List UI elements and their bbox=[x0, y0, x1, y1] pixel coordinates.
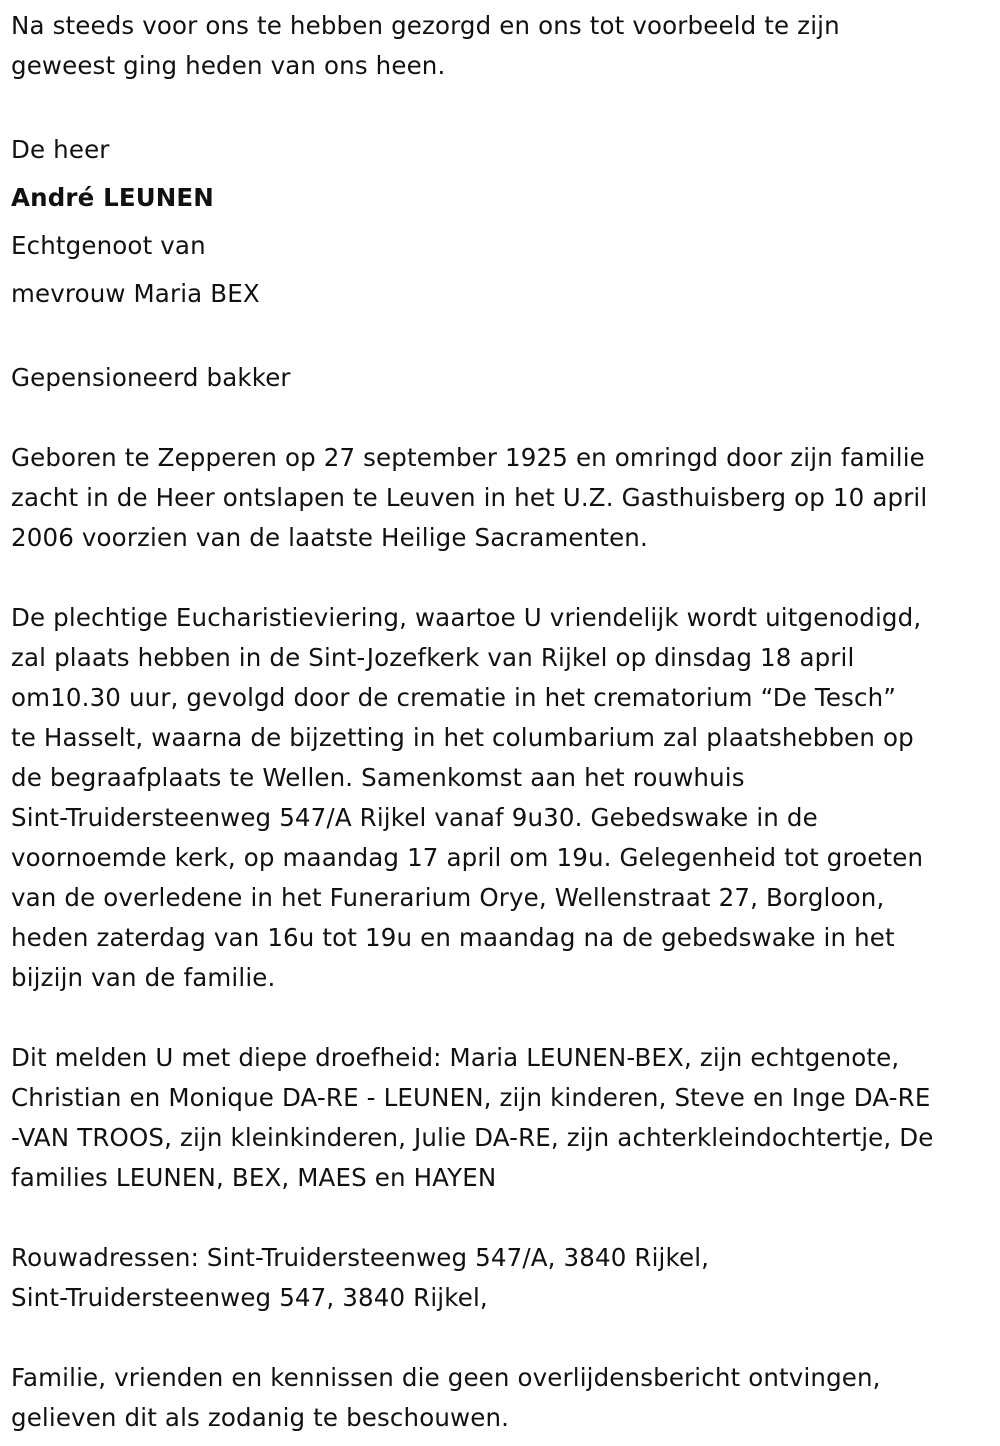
text-line: families LEUNEN, BEX, MAES en HAYEN bbox=[11, 1163, 497, 1192]
text-line: bijzijn van de familie. bbox=[11, 963, 276, 992]
paragraph-gap bbox=[11, 558, 997, 598]
text-line: geweest ging heden van ons heen. bbox=[11, 51, 446, 80]
text-line: Geboren te Zepperen op 27 september 1925 en omringd door zijn familie bbox=[11, 443, 925, 472]
text-line: Sint-Truidersteenweg 547, 3840 Rijkel, bbox=[11, 1283, 488, 1312]
paragraph-gap bbox=[11, 86, 997, 126]
obituary-notice bbox=[11, 6, 997, 1438]
family-paragraph bbox=[11, 1038, 997, 1198]
text-line: -VAN TROOS, zijn kleinkinderen, Julie DA-RE, zijn achterkleindochtertje, De bbox=[11, 1123, 934, 1152]
text-line: zacht in de Heer ontslapen te Leuven in het U.Z. Gasthuisberg op 10 april bbox=[11, 483, 928, 512]
text-line: de begraafplaats te Wellen. Samenkomst aan het rouwhuis bbox=[11, 763, 745, 792]
text-line: gelieven dit als zodanig te beschouwen. bbox=[11, 1403, 510, 1432]
spouse-name: mevrouw Maria BEX bbox=[11, 279, 260, 308]
text-line: te Hasselt, waarna de bijzetting in het columbarium zal plaatshebben op bbox=[11, 723, 914, 752]
paragraph-gap bbox=[11, 998, 997, 1038]
paragraph-gap bbox=[11, 318, 997, 358]
text-line: Sint-Truidersteenweg 547/A Rijkel vanaf 9u30. Gebedswake in de bbox=[11, 803, 818, 832]
text-line: heden zaterdag van 16u tot 19u en maandag na de gebedswake in het bbox=[11, 923, 895, 952]
deceased-prefix: De heer bbox=[11, 135, 110, 164]
deceased-block bbox=[11, 126, 997, 318]
text-line: Dit melden U met diepe droefheid: Maria LEUNEN-BEX, zijn echtgenote, bbox=[11, 1043, 900, 1072]
occupation: Gepensioneerd bakker bbox=[11, 363, 291, 392]
text-line: voornoemde kerk, op maandag 17 april om 19u. Gelegenheid tot groeten bbox=[11, 843, 924, 872]
text-line: van de overledene in het Funerarium Orye, Wellenstraat 27, Borgloon, bbox=[11, 883, 885, 912]
ceremony-paragraph bbox=[11, 598, 997, 998]
birth-death-paragraph bbox=[11, 438, 997, 558]
spouse-label: Echtgenoot van bbox=[11, 231, 206, 260]
text-line: Na steeds voor ons te hebben gezorgd en ons tot voorbeeld te zijn bbox=[11, 11, 840, 40]
text-line: Rouwadressen: Sint-Truidersteenweg 547/A, 3840 Rijkel, bbox=[11, 1243, 710, 1272]
closing-paragraph bbox=[11, 1358, 997, 1438]
text-line: 2006 voorzien van de laatste Heilige Sacramenten. bbox=[11, 523, 648, 552]
paragraph-gap bbox=[11, 1198, 997, 1238]
text-line: Familie, vrienden en kennissen die geen overlijdensbericht ontvingen, bbox=[11, 1363, 881, 1392]
paragraph-gap bbox=[11, 398, 997, 438]
intro-paragraph bbox=[11, 6, 997, 86]
text-line: Christian en Monique DA-RE - LEUNEN, zijn kinderen, Steve en Inge DA-RE bbox=[11, 1083, 931, 1112]
occupation-paragraph bbox=[11, 358, 997, 398]
text-line: De plechtige Eucharistieviering, waartoe U vriendelijk wordt uitgenodigd, bbox=[11, 603, 922, 632]
deceased-name: André LEUNEN bbox=[11, 183, 214, 212]
paragraph-gap bbox=[11, 1318, 997, 1358]
addresses-paragraph bbox=[11, 1238, 997, 1318]
text-line: om10.30 uur, gevolgd door de crematie in het crematorium “De Tesch” bbox=[11, 683, 897, 712]
text-line: zal plaats hebben in de Sint-Jozefkerk van Rijkel op dinsdag 18 april bbox=[11, 643, 855, 672]
